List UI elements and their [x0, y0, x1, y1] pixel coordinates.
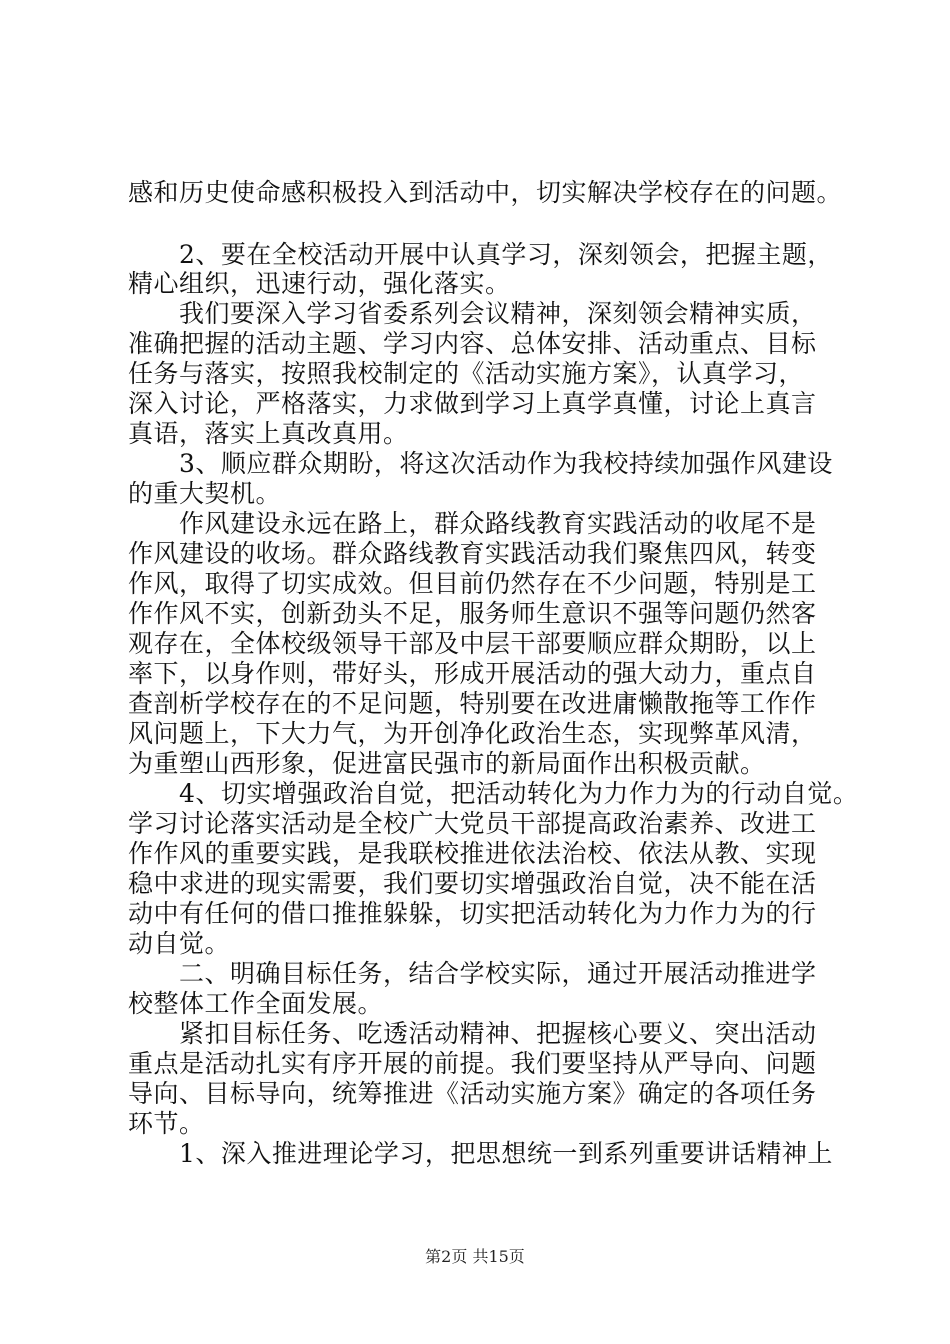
text-line: 深入讨论，严格落实，力求做到学习上真学真懂，讨论上真言 [128, 389, 817, 418]
text-line: 查剖析学校存在的不足问题，特别要在改进庸懒散拖等工作作 [128, 689, 817, 718]
text-line: 3、顺应群众期盼，将这次活动作为我校持续加强作风建设 [128, 449, 833, 478]
text-line: 4、切实增强政治自觉，把活动转化为力作力为的行动自觉。 [128, 779, 859, 808]
text-line: 我们要深入学习省委系列会议精神，深刻领会精神实质， [128, 299, 817, 328]
text-line: 任务与落实，按照我校制定的《活动实施方案》，认真学习， [128, 359, 805, 388]
text-line: 环节。 [128, 1109, 205, 1138]
text-line: 重点是活动扎实有序开展的前提。我们要坚持从严导向、问题 [128, 1049, 817, 1078]
page-number-footer: 第2页 共15页 [425, 1247, 525, 1266]
text-line: 1、深入推进理论学习，把思想统一到系列重要讲话精神上 [128, 1139, 833, 1168]
text-line: 精心组织，迅速行动，强化落实。 [128, 269, 511, 298]
text-line: 的重大契机。 [128, 479, 282, 508]
text-line: 率下，以身作则，带好头，形成开展活动的强大动力，重点自 [128, 659, 817, 688]
text-line: 观存在，全体校级领导干部及中层干部要顺应群众期盼，以上 [128, 629, 817, 658]
text-line: 风问题上，下大力气，为开创净化政治生态，实现弊革风清， [128, 719, 817, 748]
text-line: 稳中求进的现实需要，我们要切实增强政治自觉，决不能在活 [128, 869, 817, 898]
text-line: 为重塑山西形象，促进富民强市的新局面作出积极贡献。 [128, 749, 766, 778]
text-line: 动自觉。 [128, 929, 231, 958]
text-line: 准确把握的活动主题、学习内容、总体安排、活动重点、目标 [128, 329, 817, 358]
text-line: 2、要在全校活动开展中认真学习，深刻领会，把握主题， [128, 240, 833, 269]
text-line: 作风，取得了切实成效。但目前仍然存在不少问题，特别是工 [128, 569, 817, 598]
text-line: 作风建设永远在路上，群众路线教育实践活动的收尾不是 [128, 509, 817, 538]
text-line: 导向、目标导向，统筹推进《活动实施方案》确定的各项任务 [128, 1079, 817, 1108]
text-line: 二、明确目标任务，结合学校实际，通过开展活动推进学 [128, 959, 817, 988]
text-line: 紧扣目标任务、吃透活动精神、把握核心要义、突出活动 [128, 1019, 817, 1048]
text-line: 作风建设的收场。群众路线教育实践活动我们聚焦四风，转变 [128, 539, 817, 568]
text-line: 作作风的重要实践，是我联校推进依法治校、依法从教、实现 [128, 839, 817, 868]
text-line: 作作风不实，创新劲头不足，服务师生意识不强等问题仍然客 [128, 599, 817, 628]
text-line: 校整体工作全面发展。 [128, 989, 384, 1018]
text-line: 动中有任何的借口推推躲躲，切实把活动转化为力作力为的行 [128, 899, 817, 928]
text-line: 学习讨论落实活动是全校广大党员干部提高政治素养、改进工 [128, 809, 817, 838]
text-line: 真语，落实上真改真用。 [128, 419, 409, 448]
text-line: 感和历史使命感积极投入到活动中，切实解决学校存在的问题。 [128, 178, 843, 207]
